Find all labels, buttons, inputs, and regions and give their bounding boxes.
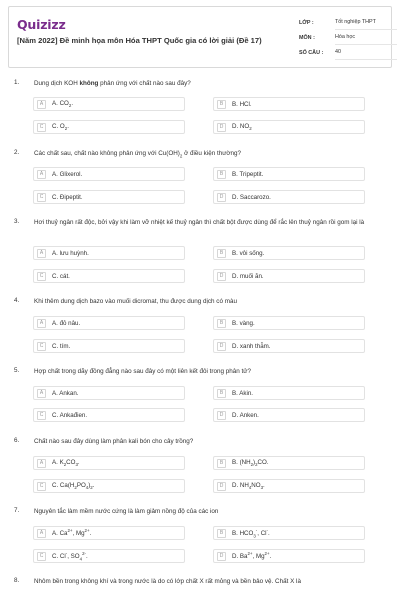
option-c[interactable] xyxy=(33,269,185,283)
option-letter-d: D xyxy=(217,123,226,132)
meta-value: Hóa học xyxy=(335,30,397,45)
option-letter-c: C xyxy=(37,411,46,420)
option-text: D. $Ba^{2+}$, $Mg^{2+}$. xyxy=(232,551,272,561)
option-text: A. $CO_2$. xyxy=(52,99,74,109)
option-d[interactable] xyxy=(213,339,365,353)
option-letter-b: B xyxy=(217,319,226,328)
option-letter-a: A xyxy=(37,529,46,538)
option-b[interactable] xyxy=(213,167,365,181)
option-c[interactable] xyxy=(33,479,185,493)
question-number: 3. xyxy=(14,218,20,225)
option-text: C. cát. xyxy=(52,272,70,280)
meta-value: 40 xyxy=(335,45,397,60)
option-letter-b: B xyxy=(217,529,226,538)
option-b[interactable] xyxy=(213,456,365,470)
option-letter-a: A xyxy=(37,389,46,398)
question-text: Chất nào sau đây dùng làm phân kali bón cho cây trồng? xyxy=(34,438,194,445)
option-text: C. Đipeptit. xyxy=(52,193,83,201)
option-a[interactable] xyxy=(33,316,185,330)
page-title: [Năm 2022] Đề minh họa môn Hóa THPT Quốc gia có lời giải (Đề 17) xyxy=(17,36,262,45)
option-letter-d: D xyxy=(217,482,226,491)
option-c[interactable] xyxy=(33,549,185,563)
option-text: B. Akin. xyxy=(232,389,253,397)
option-c[interactable] xyxy=(33,408,185,422)
meta-info xyxy=(299,15,397,60)
option-c[interactable] xyxy=(33,190,185,204)
option-text: B. Tripeptit. xyxy=(232,170,264,178)
option-text: A. đỏ nâu. xyxy=(52,319,81,327)
question-number: 1. xyxy=(14,79,20,86)
meta-value: Tốt nghiệp THPT xyxy=(335,15,397,30)
meta-label: MÔN : xyxy=(299,34,315,41)
meta-label: LỚP : xyxy=(299,19,314,26)
option-letter-c: C xyxy=(37,552,46,561)
question-text: Các chất sau, chất nào không phản ứng với $Cu(OH)_2$ ở điều kiện thường? xyxy=(34,150,242,159)
option-letter-a: A xyxy=(37,170,46,179)
option-letter-c: C xyxy=(37,193,46,202)
option-a[interactable] xyxy=(33,246,185,260)
option-letter-b: B xyxy=(217,459,226,468)
option-a[interactable] xyxy=(33,526,185,540)
option-text: A. Ankan. xyxy=(52,389,79,397)
option-letter-a: A xyxy=(37,319,46,328)
option-letter-d: D xyxy=(217,272,226,281)
question-text: Khi thêm dung dịch bazo vào muối dicromat, thu được dung dịch có màu xyxy=(34,298,237,305)
option-text: C. $O_2$. xyxy=(52,122,69,132)
option-d[interactable] xyxy=(213,190,365,204)
option-b[interactable] xyxy=(213,316,365,330)
option-b[interactable] xyxy=(213,526,365,540)
worksheet-header xyxy=(8,6,392,68)
option-b[interactable] xyxy=(213,246,365,260)
option-letter-b: B xyxy=(217,389,226,398)
question-text: Hợp chất trong dãy đồng đẳng nào sau đây có một liên kết đôi trong phân tử? xyxy=(34,368,251,375)
option-letter-d: D xyxy=(217,193,226,202)
option-letter-a: A xyxy=(37,249,46,258)
option-d[interactable] xyxy=(213,120,365,134)
option-letter-c: C xyxy=(37,272,46,281)
option-text: D. $NO_2$ xyxy=(232,122,252,132)
option-text: B. $(NH_2)_2CO$. xyxy=(232,458,269,468)
option-text: B. $HCO_3^-$, Cl-. xyxy=(232,527,270,539)
option-text: A. $Ca^{2+}$, $Mg^{2+}$. xyxy=(52,528,92,538)
quizizz-logo[interactable]: Quizizz xyxy=(17,17,66,32)
question-number: 5. xyxy=(14,367,20,374)
option-d[interactable] xyxy=(213,549,365,563)
option-a[interactable] xyxy=(33,167,185,181)
question-number: 4. xyxy=(14,297,20,304)
option-letter-c: C xyxy=(37,342,46,351)
option-a[interactable] xyxy=(33,386,185,400)
option-a[interactable] xyxy=(33,97,185,111)
option-text: A. lưu huỳnh. xyxy=(52,249,89,257)
option-text: C. tím. xyxy=(52,342,71,350)
option-text: B. vôi sống. xyxy=(232,249,265,257)
option-text: B. HCl. xyxy=(232,100,252,108)
option-d[interactable] xyxy=(213,479,365,493)
option-text: C. Ankađien. xyxy=(52,411,88,419)
meta-row-class xyxy=(299,15,397,30)
option-b[interactable] xyxy=(213,386,365,400)
question-text: Nguyên tắc làm mềm nước cứng là làm giảm nồng độ của các ion xyxy=(34,508,219,515)
option-d[interactable] xyxy=(213,269,365,283)
question-number: 8. xyxy=(14,577,20,584)
option-letter-a: A xyxy=(37,459,46,468)
option-c[interactable] xyxy=(33,120,185,134)
option-letter-b: B xyxy=(217,100,226,109)
option-text: A. $K_2CO_3$. xyxy=(52,458,80,468)
option-letter-d: D xyxy=(217,552,226,561)
option-letter-a: A xyxy=(37,100,46,109)
question-number: 6. xyxy=(14,437,20,444)
question-text: Nhôm bền trong không khí và trong nước là do có lớp chất X rất mỏng và bền bảo vệ. Chất X là xyxy=(34,578,301,585)
option-a[interactable] xyxy=(33,456,185,470)
option-text: D. Saccarozo. xyxy=(232,193,271,201)
meta-label: SỐ CÂU : xyxy=(299,49,324,56)
question-text: Dung dịch KOH không phản ứng với chất nào sau đây? xyxy=(34,80,191,87)
meta-row-subject xyxy=(299,30,397,45)
option-letter-d: D xyxy=(217,342,226,351)
option-text: C. Cl-, $SO_4^{2-}$. xyxy=(52,550,88,562)
meta-row-count xyxy=(299,45,397,60)
option-d[interactable] xyxy=(213,408,365,422)
option-letter-d: D xyxy=(217,411,226,420)
option-text: D. $NH_4NO_3$. xyxy=(232,481,265,491)
option-text: D. Anken. xyxy=(232,411,259,419)
question-number: 7. xyxy=(14,507,20,514)
option-c[interactable] xyxy=(33,339,185,353)
question-number: 2. xyxy=(14,149,20,156)
question-text: Hơi thuỷ ngân rất độc, bởi vậy khi làm vỡ nhiệt kế thuỷ ngân thì chất bột được dùng để rắc lên thuỷ ngân rồi gom lại là xyxy=(34,219,365,226)
option-letter-c: C xyxy=(37,482,46,491)
option-letter-c: C xyxy=(37,123,46,132)
option-b[interactable] xyxy=(213,97,365,111)
option-text: D. xanh thẫm. xyxy=(232,342,271,350)
option-text: B. vàng. xyxy=(232,319,255,327)
option-text: C. $Ca(H_2PO_4)_2$. xyxy=(52,481,95,491)
option-letter-b: B xyxy=(217,170,226,179)
option-text: D. muối ăn. xyxy=(232,272,264,280)
option-text: A. Glixerol. xyxy=(52,170,83,178)
option-letter-b: B xyxy=(217,249,226,258)
